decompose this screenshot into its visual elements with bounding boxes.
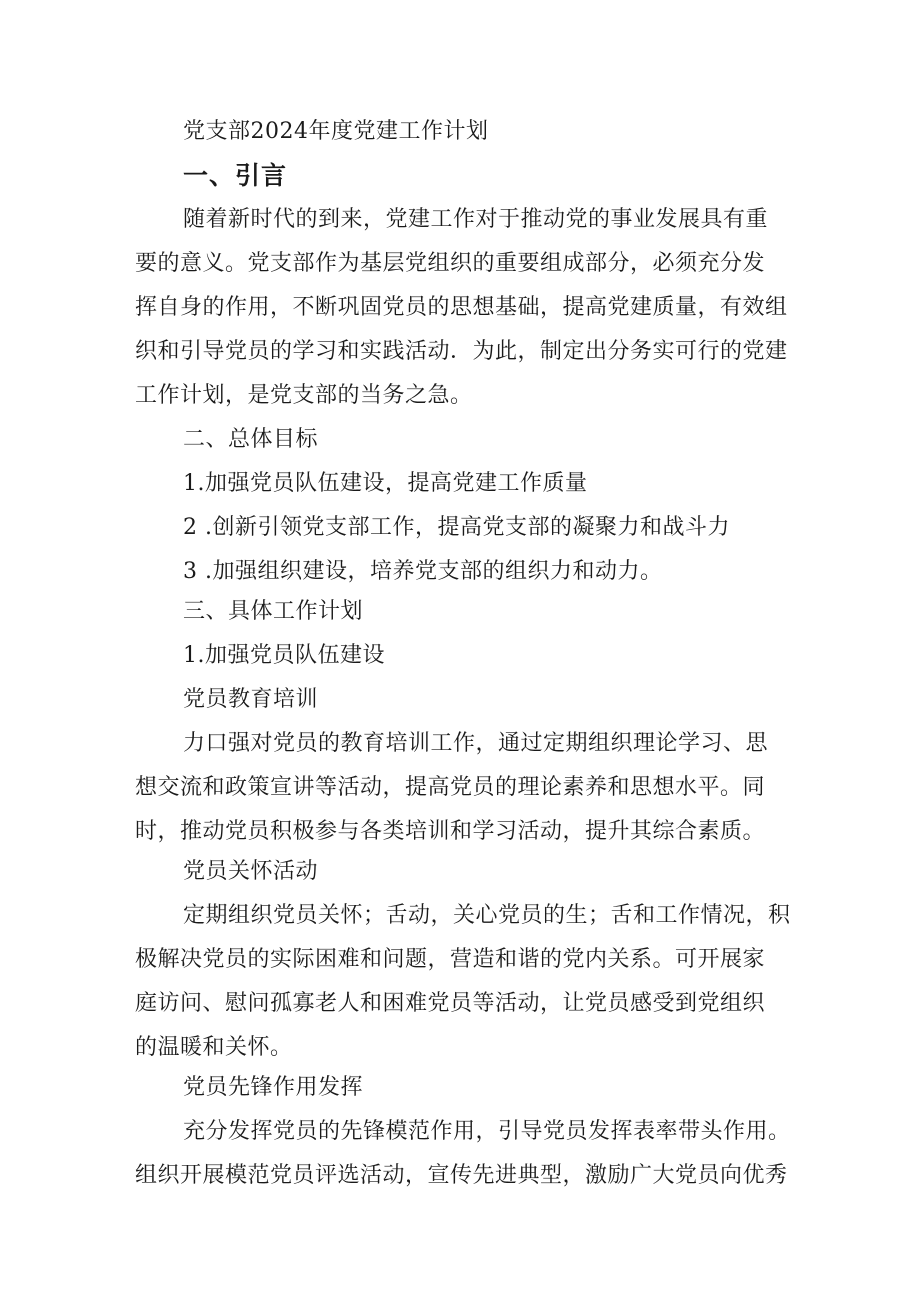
paragraph-line: 要的意义。党支部作为基层党组织的重要组成部分，必须充分发 bbox=[135, 251, 766, 276]
subsection-heading-education: 党员教育培训 bbox=[183, 687, 319, 712]
document-title: 党支部2024年度党建工作计划 bbox=[183, 119, 489, 144]
paragraph-line: 定期组织党员关怀；舌动，关心党员的生；舌和工作情况，积 bbox=[183, 903, 791, 928]
section-heading-intro: 一、引言 bbox=[183, 161, 288, 190]
paragraph-line: 时，推动党员积极参与各类培训和学习活动，提升其综合素质。 bbox=[135, 819, 766, 844]
paragraph-line: 庭访问、慰问孤寡老人和困难党员等活动，让党员感受到党组织 bbox=[135, 991, 766, 1016]
goal-item: 3 .加强组织建设，培养党支部的组织力和动力。 bbox=[183, 559, 663, 584]
subsection-heading-care: 党员关怀活动 bbox=[183, 859, 319, 884]
paragraph-line: 织和引导党员的学习和实践活动．为此，制定出分务实可行的党建 bbox=[135, 339, 788, 364]
section-heading-plan: 三、具体工作计划 bbox=[183, 599, 364, 624]
section-heading-goals: 二、总体目标 bbox=[183, 427, 319, 452]
subsection-heading-pioneer: 党员先锋作用发挥 bbox=[183, 1075, 364, 1100]
paragraph-line: 力口强对党员的教育培训工作，通过定期组织理论学习、思 bbox=[183, 731, 769, 756]
goal-item: 2 .创新引领党支部工作，提高党支部的凝聚力和战斗力 bbox=[183, 515, 730, 540]
paragraph-line: 挥自身的作用，不断巩固党员的思想基础，提高党建质量，有效组 bbox=[135, 295, 788, 320]
paragraph-line: 极解决党员的实际困难和问题，营造和谐的党内关系。可开展家 bbox=[135, 947, 766, 972]
paragraph-line: 想交流和政策宣讲等活动，提高党员的理论素养和思想水平。同 bbox=[135, 775, 766, 800]
plan-subheading: 1.加强党员队伍建设 bbox=[183, 643, 385, 668]
goal-item: 1.加强党员队伍建设，提高党建工作质量 bbox=[183, 471, 588, 496]
paragraph-line: 工作计划，是党支部的当务之急。 bbox=[135, 383, 473, 408]
paragraph-line: 充分发挥党员的先锋模范作用，引导党员发挥表率带头作用。 bbox=[183, 1119, 791, 1144]
paragraph-line: 的温暖和关怀。 bbox=[135, 1035, 293, 1060]
paragraph-line: 组织开展模范党员评选活动，宣传先进典型，激励广大党员向优秀 bbox=[135, 1163, 788, 1188]
paragraph-line: 随着新时代的到来，党建工作对于推动党的事业发展具有重 bbox=[183, 207, 769, 232]
